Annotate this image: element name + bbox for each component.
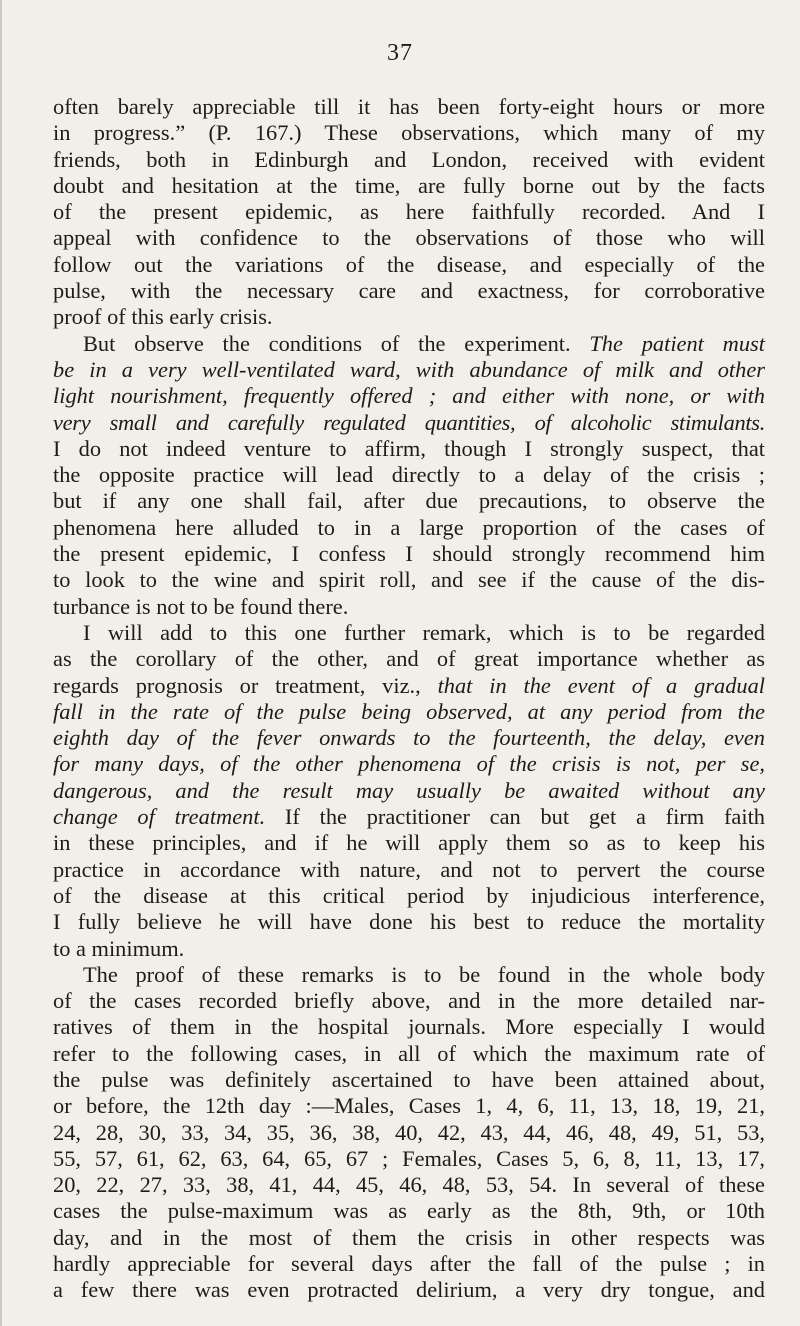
text-line: the present epidemic, I confess I should strongly recommend him [53, 541, 765, 567]
text-line: eighth day of the fever onwards to the fourteenth, the delay, even [53, 725, 765, 751]
page-edge [0, 0, 2, 1326]
text-line: But observe the conditions of the experiment. The patient must [83, 330, 765, 356]
text-line: often barely appreciable till it has been forty-eight hours or more [53, 94, 765, 119]
text-line: a few there was even protracted delirium, a very dry tongue, and [53, 1277, 765, 1303]
page-number: 37 [387, 40, 413, 66]
text-line: be in a very well-ventilated ward, with abundance of milk and other [53, 356, 765, 382]
text-line: appeal with confidence to the observations of those who will [53, 225, 765, 251]
text-line: phenomena here alluded to in a large proportion of the cases of [53, 514, 765, 540]
text-line: refer to the following cases, in all of which the maximum rate of [53, 1040, 765, 1066]
text-line: The proof of these remarks is to be found in the whole body [83, 961, 765, 987]
text-line: light nourishment, frequently offered ; and either with none, or with [53, 383, 765, 409]
text-line: hardly appreciable for several days after the fall of the pulse ; in [53, 1251, 765, 1277]
text-line: pulse, with the necessary care and exactness, for corroborative [53, 278, 765, 304]
text-line: as the corollary of the other, and of great importance whether as [53, 646, 765, 672]
text-line: friends, both in Edinburgh and London, received with evident [53, 146, 765, 172]
text-line: I will add to this one further remark, which is to be regarded [83, 619, 765, 645]
text-line: fall in the rate of the pulse being observed, at any period from the [53, 698, 765, 724]
text-line: to look to the wine and spirit roll, and see if the cause of the dis- [53, 567, 765, 593]
text-line: but if any one shall fail, after due precautions, to observe the [53, 488, 765, 514]
text-line: for many days, of the other phenomena of the crisis is not, per se, [53, 751, 765, 777]
text-line: the opposite practice will lead directly to a delay of the crisis ; [53, 462, 765, 488]
text-line: regards prognosis or treatment, viz., that in the event of a gradual [53, 672, 765, 698]
text-line: 20, 22, 27, 33, 38, 41, 44, 45, 46, 48, 53, 54. In several of these [53, 1172, 765, 1198]
text-line: in these principles, and if he will apply them so as to keep his [53, 830, 765, 856]
text-line: 24, 28, 30, 33, 34, 35, 36, 38, 40, 42, 43, 44, 46, 48, 49, 51, 53, [53, 1119, 765, 1145]
text-line: cases the pulse-maximum was as early as the 8th, 9th, or 10th [53, 1198, 765, 1224]
text-line: follow out the variations of the disease, and especially of the [53, 251, 765, 277]
text-line: of the present epidemic, as here faithfully recorded. And I [53, 199, 765, 225]
text-line: very small and carefully regulated quantities, of alcoholic stimulants. [53, 409, 765, 435]
text-line: ratives of them in the hospital journals. More especially I would [53, 1014, 765, 1040]
text-line: I do not indeed venture to affirm, though I strongly suspect, that [53, 435, 765, 461]
text-line: doubt and hesitation at the time, are fully borne out by the facts [53, 172, 765, 198]
text-line: turbance is not to be found there. [53, 593, 349, 619]
text-line: to a minimum. [53, 935, 185, 961]
text-line: the pulse was definitely ascertained to have been attained about, [53, 1066, 765, 1092]
text-line: of the cases recorded briefly above, and in the more detailed nar- [53, 988, 765, 1014]
text-line: dangerous, and the result may usually be awaited without any [53, 777, 765, 803]
text-line: or before, the 12th day :—Males, Cases 1, 4, 6, 11, 13, 18, 19, 21, [53, 1093, 765, 1119]
body-text [53, 94, 765, 1304]
text-line: I fully believe he will have done his best to reduce the mortality [53, 909, 765, 935]
text-line: of the disease at this critical period by injudicious interference, [53, 882, 765, 908]
text-line: in progress.” (P. 167.) These observations, which many of my [53, 120, 765, 146]
text-line: 55, 57, 61, 62, 63, 64, 65, 67 ; Females, Cases 5, 6, 8, 11, 13, 17, [53, 1145, 765, 1171]
text-line: change of treatment. If the practitioner can but get a firm faith [53, 804, 765, 830]
text-line: practice in accordance with nature, and not to pervert the course [53, 856, 765, 882]
text-line: proof of this early crisis. [53, 304, 273, 330]
text-line: day, and in the most of them the crisis in other respects was [53, 1224, 765, 1250]
